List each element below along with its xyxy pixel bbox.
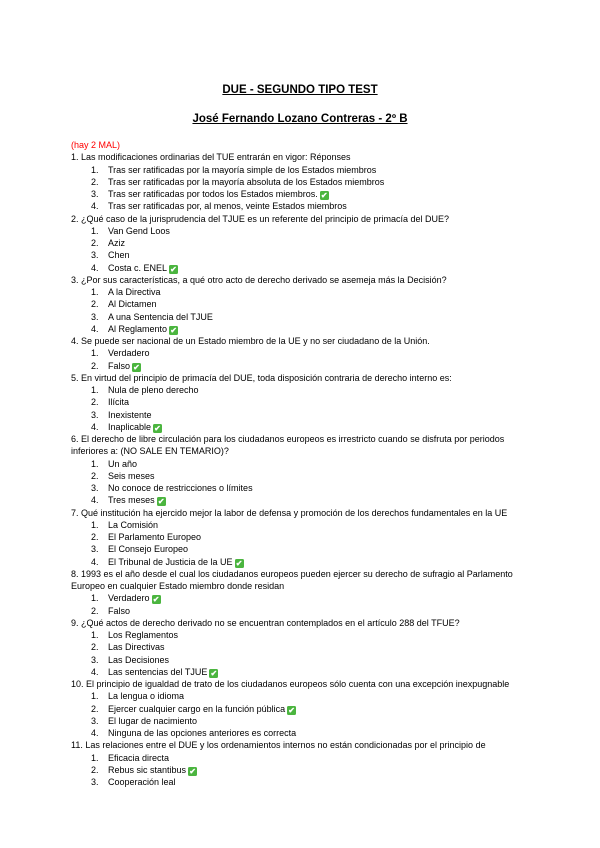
option-text: Al Dictamen [108,299,157,310]
option-number: 4. [91,728,99,738]
option-number: 4. [91,495,99,506]
option-number: 2. [91,238,99,248]
option-text: Falso [108,360,131,371]
option-number: 2. [91,176,99,187]
option-text: Chen [108,250,130,261]
option-number: 1. [91,458,99,469]
answer-option [71,752,541,764]
option-text: Verdadero [108,593,150,604]
option-number: 3. [91,409,99,420]
answer-option [71,225,541,237]
option-number: 1. [91,287,99,297]
answer-option [71,519,541,531]
answer-option [71,494,541,506]
answer-option [71,409,541,421]
author-line: José Fernando Lozano Contreras - 2º B [192,113,408,125]
check-mark-icon: ✔ [320,191,328,200]
answer-option [71,164,541,176]
option-text: Un año [108,458,138,469]
option-number: 2. [91,532,99,542]
option-number: 3. [91,311,99,322]
question-8: 8. 1993 es el año desde el cual los ciudadanos europeos pueden ejercer su derecho de sufragio al Parlamento Europeo en cualquier Estado miembro donde residan [71,568,513,591]
check-mark-icon: ✔ [288,705,295,715]
answer-option [71,421,541,433]
option-text: Tras ser ratificadas por la mayoría absoluta de los Estados miembros [108,176,385,187]
check-mark-icon: ✔ [210,668,218,678]
answer-option [71,458,541,470]
test-content [71,139,541,788]
option-text: Al Reglamento [108,323,168,334]
option-text: Las sentencias del TJUE [108,666,208,677]
answer-option [71,556,541,568]
question-7: 7. Qué institución ha ejercido mejor la labor de defensa y promoción de los derechos fundamentales en la UE [71,507,508,518]
option-text: Falso [108,605,131,616]
document-title: DUE - SEGUNDO TIPO TEST [222,84,378,96]
option-text: Rebus sic stantibus [108,764,187,775]
answer-option [71,396,541,408]
option-number: 4. [91,262,99,273]
option-text: Tras ser ratificadas por, al menos, veinte Estados miembros [108,201,347,212]
answer-option [71,298,541,310]
answer-option [71,470,541,482]
option-text: Inaplicable [108,421,152,432]
option-number: 3. [91,544,99,555]
option-text: No conoce de restricciones o límites [108,483,253,493]
answer-option [71,543,541,555]
option-text: Tras ser ratificadas por todos los Estados miembros. [108,189,318,199]
question-9: 9. ¿Qué actos de derecho derivado no se encuentran contemplados en el artículo 288 del TFUE? [71,617,460,628]
option-text: Inexistente [108,409,152,420]
option-number: 2. [91,605,99,616]
option-number: 3. [91,654,99,665]
option-text: Las Decisiones [108,654,170,665]
answer-option [71,776,541,788]
option-text: Aziz [108,238,126,248]
option-number: 1. [91,225,99,236]
option-number: 3. [91,715,99,726]
option-number: 4. [91,201,99,212]
answer-option [71,629,541,641]
option-number: 1. [91,752,99,763]
option-text: Nula de pleno derecho [108,385,199,395]
option-text: Van Gend Loos [108,225,170,236]
option-number: 4. [91,323,99,334]
option-text: Ninguna de las opciones anteriores es correcta [108,728,297,738]
option-number: 1. [91,691,99,702]
answer-option [71,641,541,653]
answer-option [71,237,541,249]
option-number: 1. [91,164,99,175]
option-text: Eficacia directa [108,752,170,763]
check-mark-icon: ✔ [152,595,160,605]
check-mark-icon: ✔ [189,766,196,776]
check-mark-icon: ✔ [235,558,243,568]
mistakes-note: (hay 2 MAL) [71,140,121,150]
option-number: 4. [91,666,99,677]
answer-option [71,666,541,678]
option-text: El lugar de nacimiento [108,715,198,726]
option-text: A la Directiva [108,287,161,297]
answer-option [71,482,541,494]
option-number: 1. [91,593,99,604]
answer-option [71,690,541,702]
option-number: 2. [91,764,99,775]
check-mark-icon: ✔ [170,264,177,274]
answer-option [71,531,541,543]
question-6: 6. El derecho de libre circulación para los ciudadanos europeos es irrestricto cuando se disfruta por periodos inferiores a: (NO SALE EN TEMARIO)? [71,434,505,457]
question-1: 1. Las modificaciones ordinarias del TUE entrarán en vigor: Réponses [71,152,351,163]
option-text: Verdadero [108,348,150,359]
answer-option [71,188,541,200]
answer-option [71,311,541,323]
option-number: 2. [91,397,99,408]
option-number: 2. [91,703,99,714]
check-mark-icon: ✔ [154,423,161,433]
option-number: 1. [91,630,99,640]
option-number: 2. [91,642,99,653]
answer-option [71,654,541,666]
option-text: Los Reglamentos [108,630,179,640]
answer-option [71,323,541,335]
question-3: 3. ¿Por sus características, a qué otro acto de derecho derivado se asemeja más la Decisión? [71,274,447,285]
option-text: El Parlamento Europeo [108,532,202,542]
option-number: 1. [91,348,99,359]
option-number: 3. [91,483,99,493]
check-mark-icon: ✔ [157,497,165,507]
option-number: 1. [91,385,99,395]
answer-option [71,200,541,212]
option-text: Las Directivas [108,642,165,653]
answer-option [71,286,541,298]
option-number: 3. [91,189,99,199]
check-mark-icon: ✔ [133,362,140,372]
question-11: 11. Las relaciones entre el DUE y los ordenamientos internos no están condicionadas por el principio de [71,740,486,751]
answer-option [71,176,541,188]
option-text: Costa c. ENEL [108,262,168,273]
answer-option [71,727,541,739]
option-number: 4. [91,421,99,432]
option-text: Cooperación leal [108,777,176,787]
answer-option [71,764,541,776]
option-number: 4. [91,556,99,567]
question-10: 10. El principio de igualdad de trato de los ciudadanos europeos sólo cuenta con una excepción inexpugnable [71,679,510,689]
option-text: Tres meses [108,495,155,506]
option-text: Ejercer cualquier cargo en la función pública [108,703,286,714]
answer-option [71,384,541,396]
question-2: 2. ¿Qué caso de la jurisprudencia del TJUE es un referente del principio de primacía del DUE? [71,213,450,224]
option-text: La lengua o idioma [108,691,185,702]
answer-option [71,605,541,617]
check-mark-icon: ✔ [170,325,177,335]
option-number: 2. [91,470,99,481]
option-number: 1. [91,519,99,530]
answer-option [71,262,541,274]
answer-option [71,715,541,727]
answer-option [71,249,541,261]
option-text: A una Sentencia del TJUE [108,311,213,322]
answer-option [71,703,541,715]
option-text: El Consejo Europeo [108,544,189,555]
option-number: 2. [91,360,99,371]
question-4: 4. Se puede ser nacional de un Estado miembro de la UE y no ser ciudadano de la Unión. [71,336,430,346]
option-number: 2. [91,299,99,310]
question-5: 5. En virtud del principio de primacía del DUE, toda disposición contraria de derecho interno es: [71,372,452,383]
option-text: El Tribunal de Justicia de la UE [108,556,233,567]
answer-option [71,360,541,372]
answer-option [71,347,541,359]
option-number: 3. [91,777,99,787]
option-text: Ilícita [108,397,130,408]
option-text: Tras ser ratificadas por la mayoría simple de los Estados miembros [108,164,377,175]
option-text: La Comisión [108,519,159,530]
option-number: 3. [91,250,99,261]
answer-option [71,592,541,604]
option-text: Seis meses [108,470,155,481]
